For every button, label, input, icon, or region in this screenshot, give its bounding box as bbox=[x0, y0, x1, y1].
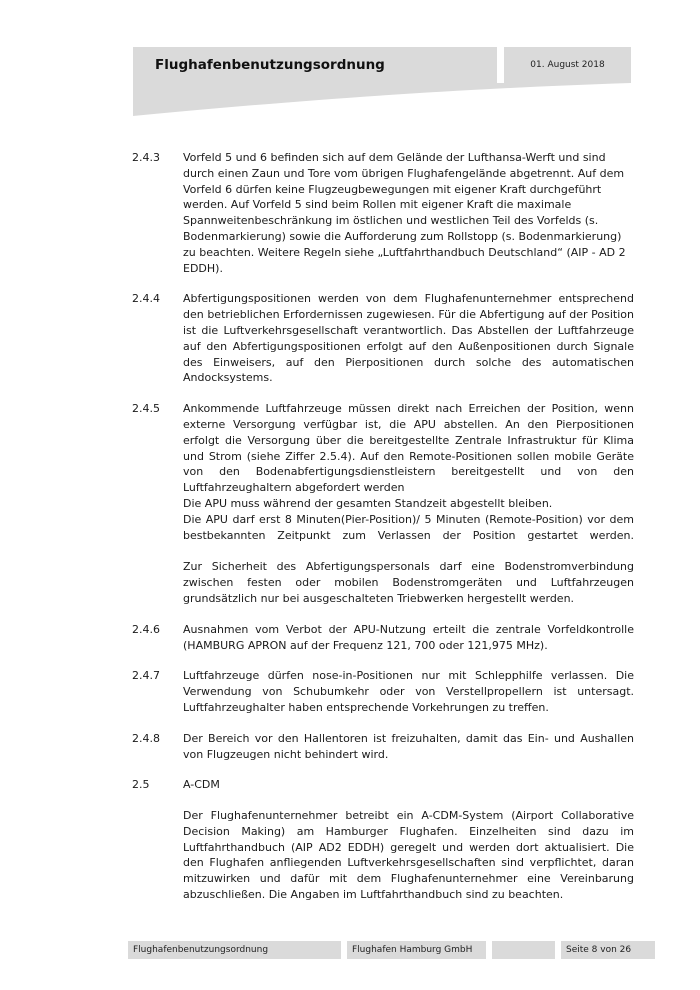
page-footer bbox=[128, 941, 655, 959]
document-body bbox=[132, 150, 634, 903]
section-text: Die APU darf erst 8 Minuten(Pier-Position)/ 5 Minuten (Remote-Position) vor dem bestbekannten Zeitpunkt zum Verlassen der Position gestartet werden. bbox=[183, 512, 634, 542]
section-2-5-heading bbox=[132, 777, 634, 793]
section-title: A-CDM bbox=[183, 778, 220, 792]
section-2-4-3 bbox=[132, 150, 634, 276]
footer-page-number: Seite 8 von 26 bbox=[561, 941, 655, 959]
section-2-4-8 bbox=[132, 731, 634, 763]
section-text: Zur Sicherheit des Abfertigungspersonals darf eine Bodenstromverbindung zwischen festen oder mobilen Bodenstromgeräten und Luftfahrzeugen grundsätzlich nur bei ausgeschalteten Triebwerken hergestellt werden. bbox=[183, 560, 634, 605]
footer-company: Flughafen Hamburg GmbH bbox=[347, 941, 486, 959]
section-2-4-5 bbox=[132, 401, 634, 607]
footer-document-title: Flughafenbenutzungsordnung bbox=[128, 941, 341, 959]
section-number: 2.4.4 bbox=[132, 292, 160, 306]
section-2-4-4 bbox=[132, 291, 634, 386]
section-number: 2.4.3 bbox=[132, 151, 160, 164]
section-number: 2.4.5 bbox=[132, 402, 160, 416]
section-2-4-7 bbox=[132, 668, 634, 715]
section-number: 2.4.8 bbox=[132, 731, 160, 745]
section-number: 2.4.7 bbox=[132, 669, 160, 683]
header-title-box bbox=[133, 47, 497, 83]
section-2-4-6 bbox=[132, 622, 634, 654]
section-text: Ankommende Luftfahrzeuge müssen direkt nach Erreichen der Position, wenn externe Versorgung verfügbar ist, die APU abstellen. An den Pierpositionen erfolgt die Versorgung über die bereitgestellte Zentrale Infrastruktur für Klima und Strom (siehe Ziffer 2.5.4). Auf den Remote-Positionen sollen mobile Geräte von den Bodenabfertigungsdienstleistern bereitgestellt und von den Luftfahrzeughaltern abgefordert werden bbox=[183, 402, 634, 495]
header-date: 01. August 2018 bbox=[530, 60, 605, 70]
section-text: Die APU muss während der gesamten Standzeit abgestellt bleiben. bbox=[183, 496, 553, 510]
section-number: 2.5 bbox=[132, 778, 150, 792]
section-number: 2.4.6 bbox=[132, 622, 160, 636]
header-date-box bbox=[504, 47, 631, 83]
header-title: Flughafenbenutzungsordnung bbox=[155, 57, 385, 73]
section-2-5-text: Der Flughafenunternehmer betreibt ein A-CDM-System (Airport Collaborative Decision Making) am Hamburger Flughafen. Einzelheiten sind dazu im Luftfahrthandbuch (AIP AD2 EDDH) geregelt und werden dort aktualisiert. Die den Flughafen anfliegenden Luftverkehrsgesellschaften sind verpflichtet, daran mitzuwirken und dafür mit dem Flughafenunternehmer eine Vereinbarung abzuschließen. Die Angaben im Luftfahrthandbuch sind zu beachten. bbox=[183, 809, 634, 902]
section-text: Ausnahmen vom Verbot der APU-Nutzung erteilt die zentrale Vorfeldkontrolle (HAMBURG APRON auf der Frequenz 121, 700 oder 121,975 MHz). bbox=[183, 622, 634, 652]
section-text: Abfertigungspositionen werden von dem Flughafenunternehmer entsprechend den betrieblichen Erfordernissen zugewiesen. Für die Abfertigung auf der Position ist die Luftverkehrsgesellschaft verantwortlich. Das Abstellen der Luftfahrzeuge auf den Abfertigungspositionen erfolgt auf den Außenpositionen durch Signale des Einweisers, auf den Pierpositionen durch solche des automatischen Andocksystems. bbox=[183, 292, 634, 385]
section-text: Der Bereich vor den Hallentoren ist freizuhalten, damit das Ein- und Aushallen von Flugzeugen nicht behindert wird. bbox=[183, 731, 634, 761]
footer-blank-cell bbox=[492, 941, 555, 959]
section-text: Luftfahrzeuge dürfen nose-in-Positionen nur mit Schlepphilfe verlassen. Die Verwendung von Schubumkehr oder von Verstellpropellern ist untersagt. Luftfahrzeughalter haben entsprechende Vorkehrungen zu treffen. bbox=[183, 669, 634, 714]
section-text: Vorfeld 5 und 6 befinden sich auf dem Gelände der Lufthansa-Werft und sind durch einen Zaun und Tore vom übrigen Flughafengelände abgetrennt. Auf dem Vorfeld 6 dürfen keine Flugzeugbewegungen mit eigener Kraft durchgeführt werden. Auf Vorfeld 5 sind beim Rollen mit eigener Kraft die maximale Spannweitenbeschränkung im östlichen und westlichen Teil des Vorfelds (s. Bodenmarkierung) sowie die Aufforderung zum Rollstopp (s. Bodenmarkierung) zu beachten. Weitere Regeln siehe „Luftfahrthandbuch Deutschland“ (AIP - AD 2 EDDH). bbox=[183, 151, 626, 275]
